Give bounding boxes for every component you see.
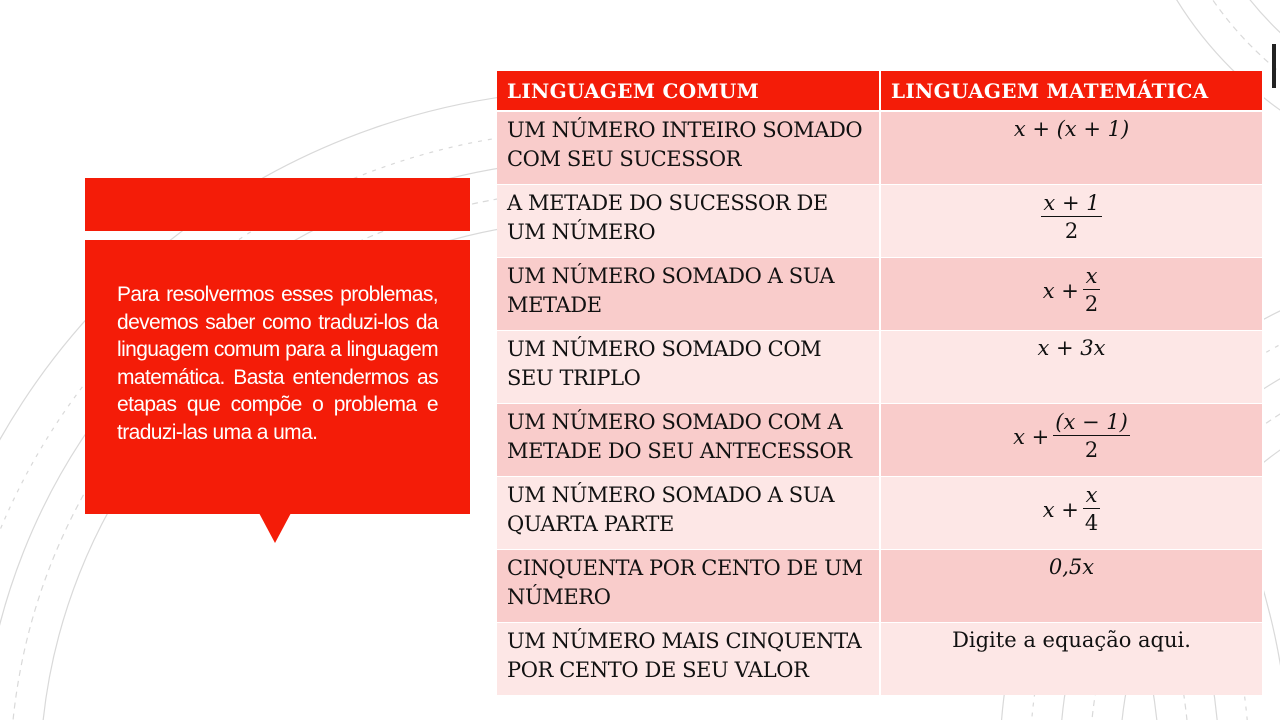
- common-cell: UM NÚMERO SOMADO COM SEU TRIPLO: [497, 331, 880, 404]
- table-row: [497, 550, 1263, 623]
- equation-placeholder-cell[interactable]: [880, 623, 1263, 696]
- table-row: [497, 331, 1263, 404]
- table-row: [497, 111, 1263, 185]
- fraction-numerator: (x − 1): [1055, 410, 1128, 434]
- title-bar: [85, 178, 470, 231]
- fraction-numerator: x: [1085, 264, 1098, 288]
- table-header-row: [497, 71, 1263, 111]
- common-cell: UM NÚMERO INTEIRO SOMADO COM SEU SUCESSOR: [497, 111, 880, 185]
- math-expression: [1013, 409, 1130, 464]
- math-cell[interactable]: [880, 404, 1263, 477]
- fraction-denominator: 2: [1083, 289, 1100, 318]
- math-lead: x +: [1013, 424, 1050, 449]
- math-cell[interactable]: [880, 185, 1263, 258]
- header-math: LINGUAGEM MATEMÁTICA: [880, 71, 1263, 111]
- math-fraction: [1053, 409, 1130, 464]
- common-cell: UM NÚMERO MAIS CINQUENTA POR CENTO DE SEU VALOR: [497, 623, 880, 696]
- math-fraction: [1083, 482, 1100, 537]
- common-cell: A METADE DO SUCESSOR DE UM NÚMERO: [497, 185, 880, 258]
- callout-text: Para resolvermos esses problemas, devemos saber como traduzi-los da linguagem comum para a linguagem matemática. Basta entendermos as etapas que compõe o problema e traduzi-las uma a uma.: [117, 283, 438, 444]
- table-row: [497, 623, 1263, 696]
- common-cell: CINQUENTA POR CENTO DE UM NÚMERO: [497, 550, 880, 623]
- translation-table: [497, 71, 1264, 695]
- fraction-denominator: 2: [1053, 435, 1130, 464]
- fraction-denominator: 4: [1083, 508, 1100, 537]
- callout-tail: [259, 513, 291, 543]
- math-lead: x +: [1042, 497, 1079, 522]
- common-cell: UM NÚMERO SOMADO A SUA QUARTA PARTE: [497, 477, 880, 550]
- math-expression: x + (x + 1): [1013, 117, 1130, 141]
- fraction-denominator: 2: [1041, 216, 1101, 245]
- common-cell: UM NÚMERO SOMADO COM A METADE DO SEU ANTECESSOR: [497, 404, 880, 477]
- math-expression: [1043, 482, 1101, 537]
- equation-placeholder[interactable]: Digite a equação aqui.: [952, 628, 1191, 652]
- math-expression: 0,5x: [1048, 555, 1095, 579]
- math-cell[interactable]: [880, 550, 1263, 623]
- accent-bar: [1272, 44, 1276, 88]
- math-expression: x + 3x: [1037, 336, 1106, 360]
- math-cell[interactable]: [880, 331, 1263, 404]
- common-cell: UM NÚMERO SOMADO A SUA METADE: [497, 258, 880, 331]
- math-cell[interactable]: [880, 111, 1263, 185]
- fraction-numerator: x + 1: [1043, 191, 1100, 215]
- math-expression: [1043, 263, 1101, 318]
- table-row: [497, 404, 1263, 477]
- math-cell[interactable]: [880, 258, 1263, 331]
- table-row: [497, 477, 1263, 550]
- math-fraction: [1083, 263, 1100, 318]
- math-fraction: [1041, 190, 1101, 245]
- fraction-numerator: x: [1085, 483, 1098, 507]
- table-row: [497, 258, 1263, 331]
- math-lead: x +: [1042, 278, 1079, 303]
- math-cell[interactable]: [880, 477, 1263, 550]
- table-row: [497, 185, 1263, 258]
- header-common: LINGUAGEM COMUM: [497, 71, 880, 111]
